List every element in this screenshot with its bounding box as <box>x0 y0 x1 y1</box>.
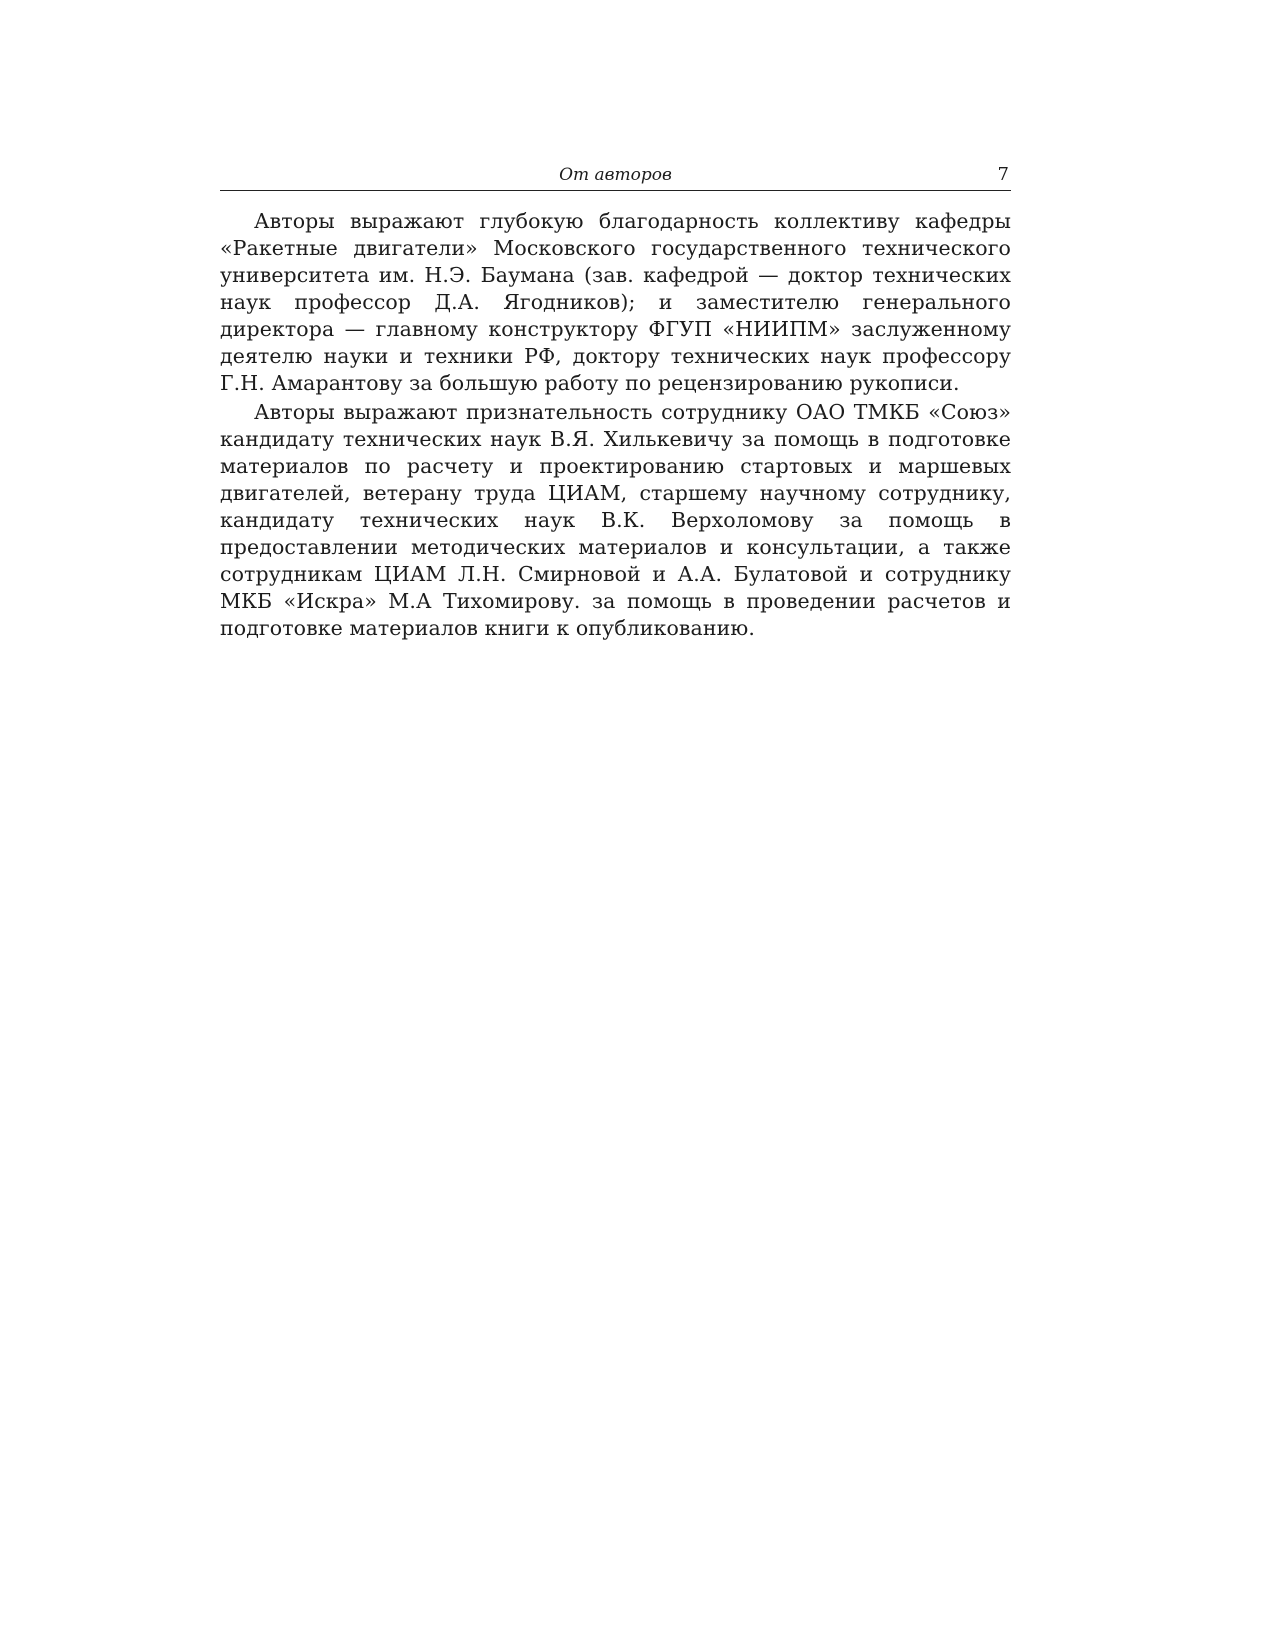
acknowledgment-paragraph-1: Авторы выражают глубокую благодарность коллективу кафедры «Ракетные двигатели» Московского государственного технического университета им. Н.Э. Баумана (зав. кафедрой — доктор технических наук профессор Д.А. Ягодников); и заместителю генерального директора — главному конструктору ФГУП «НИИПМ» заслуженному деятелю науки и техники РФ, доктору технических наук профессору Г.Н. Амарантову за большую работу по рецензированию рукописи. <box>220 209 1011 395</box>
body-text <box>220 208 1011 642</box>
running-title: От авторов <box>559 165 672 185</box>
page-number: 7 <box>997 164 1009 185</box>
acknowledgment-paragraph-2: Авторы выражают признательность сотруднику ОАО ТМКБ «Союз» кандидату технических наук В.Я. Хилькевичу за помощь в подготовке материалов по расчету и проектированию стартовых и маршевых двигателей, ветерану труда ЦИАМ, старшему научному сотруднику, кандидату технических наук В.К. Верхоломову за помощь в предоставлении методических материалов и консультации, а также сотрудникам ЦИАМ Л.Н. Смирновой и А.А. Булатовой и сотруднику МКБ «Искра» М.А Тихомирову. за помощь в проведении расчетов и подготовке материалов книги к опубликованию. <box>220 400 1011 640</box>
page-header <box>220 164 1011 191</box>
